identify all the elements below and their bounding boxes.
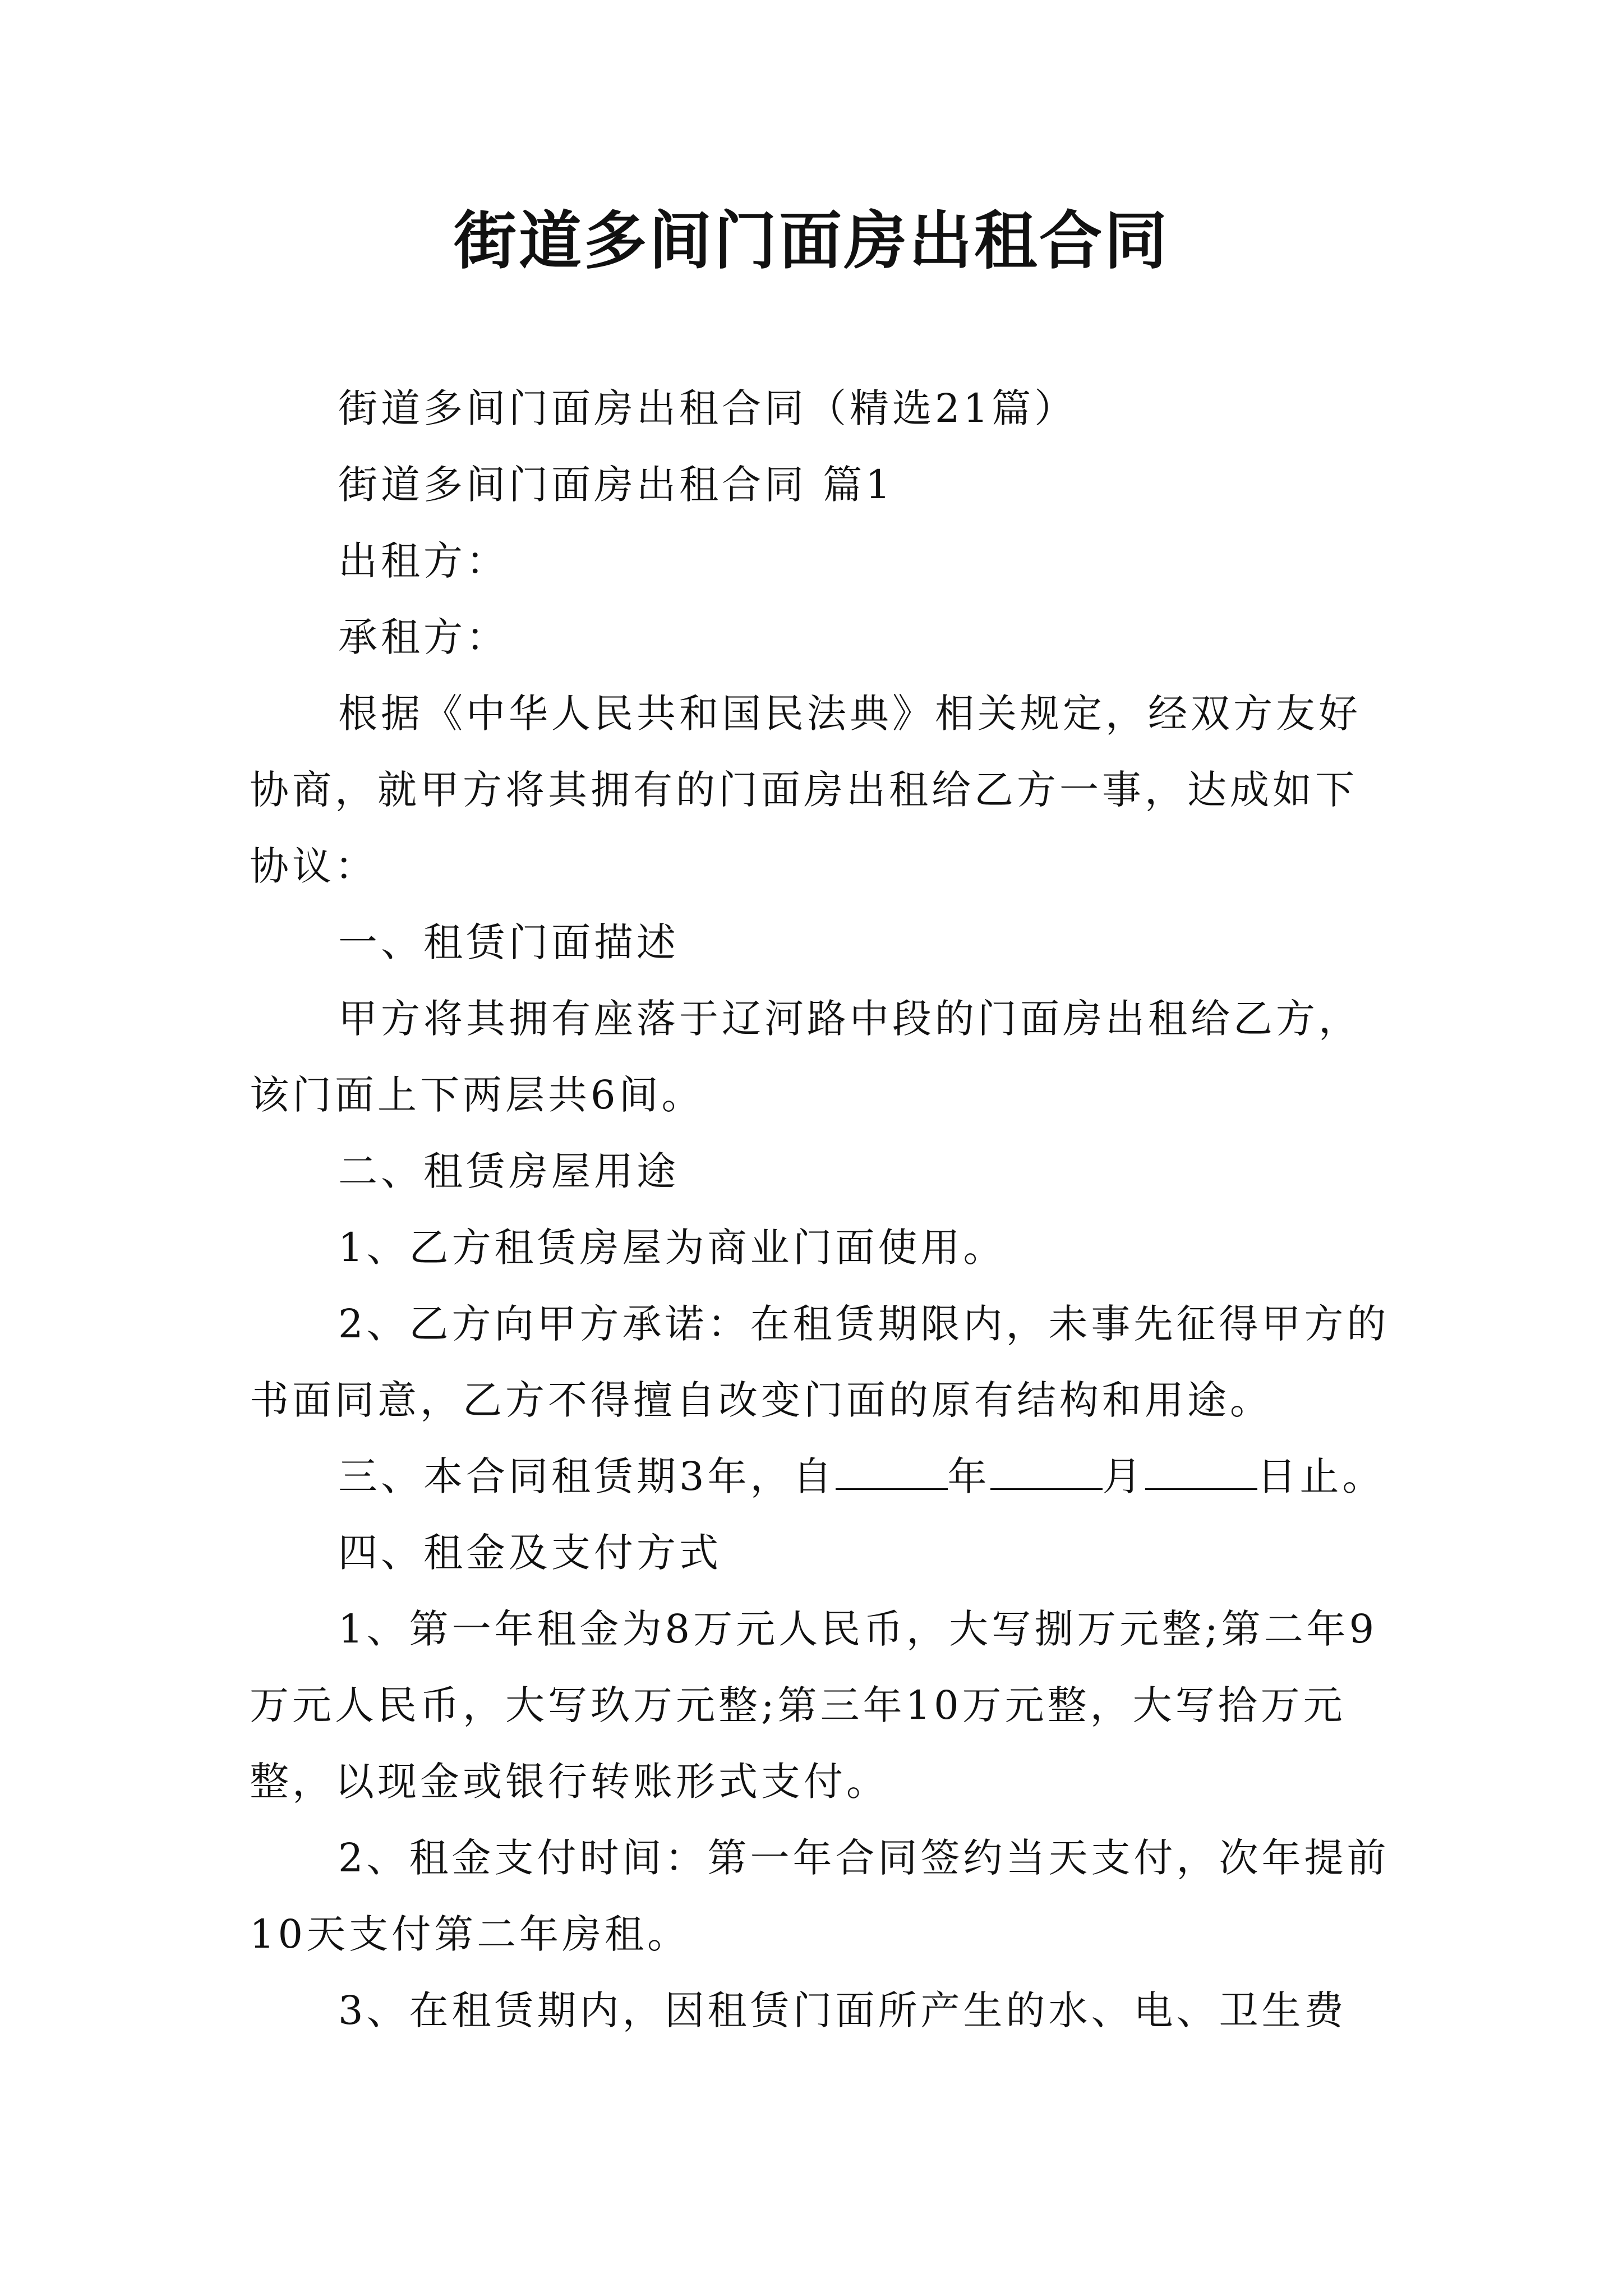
paragraph-clause-3-term [250, 1438, 1391, 1515]
term-suffix: 日止。 [1257, 1453, 1385, 1499]
paragraph-lessee: 承租方： [338, 614, 509, 660]
paragraph-clause-4-item-3: 3、在租赁期内，因租赁门面所产生的水、电、卫生费 [338, 1987, 1347, 2033]
term-prefix: 三、本合同租赁期3年，自 [338, 1453, 836, 1499]
paragraph-preamble: 根据《中华人民共和国民法典》相关规定，经双方友好协商，就甲方将其拥有的门面房出租给乙方一事，达成如下协议： [250, 691, 1361, 889]
paragraph-clause-4-heading: 四、租金及支付方式 [338, 1530, 722, 1576]
blank-day-field [1145, 1449, 1257, 1490]
term-month-label: 月 [1102, 1453, 1145, 1499]
blank-month-field [990, 1449, 1103, 1490]
document-body [250, 370, 1391, 2049]
paragraph-clause-2-item-2: 2、乙方向甲方承诺：在租赁期限内，未事先征得甲方的书面同意，乙方不得擅自改变门面的原有结构和用途。 [250, 1301, 1390, 1423]
paragraph-section-heading: 街道多间门面房出租合同 篇1 [338, 462, 894, 508]
paragraph-clause-2-item-1: 1、乙方租赁房屋为商业门面使用。 [338, 1225, 1006, 1271]
paragraph-subtitle: 街道多间门面房出租合同（精选21篇） [338, 385, 1077, 431]
blank-year-field [836, 1449, 948, 1490]
term-year-label: 年 [947, 1453, 990, 1499]
paragraph-clause-4-item-2: 2、租金支付时间：第一年合同签约当天支付，次年提前10天支付第二年房租。 [250, 1835, 1390, 1957]
paragraph-clause-1-text: 甲方将其拥有座落于辽河路中段的门面房出租给乙方，该门面上下两层共6间。 [250, 996, 1361, 1118]
paragraph-clause-4-item-1: 1、第一年租金为8万元人民币，大写捌万元整;第二年9万元人民币，大写玖万元整;第三年10万元整，大写拾万元整，以现金或银行转账形式支付。 [250, 1606, 1378, 1805]
paragraph-clause-2-heading: 二、租赁房屋用途 [338, 1148, 679, 1194]
document-title: 街道多间门面房出租合同 [454, 204, 1169, 278]
paragraph-lessor: 出租方： [338, 538, 509, 584]
paragraph-clause-1-heading: 一、租赁门面描述 [338, 919, 679, 965]
